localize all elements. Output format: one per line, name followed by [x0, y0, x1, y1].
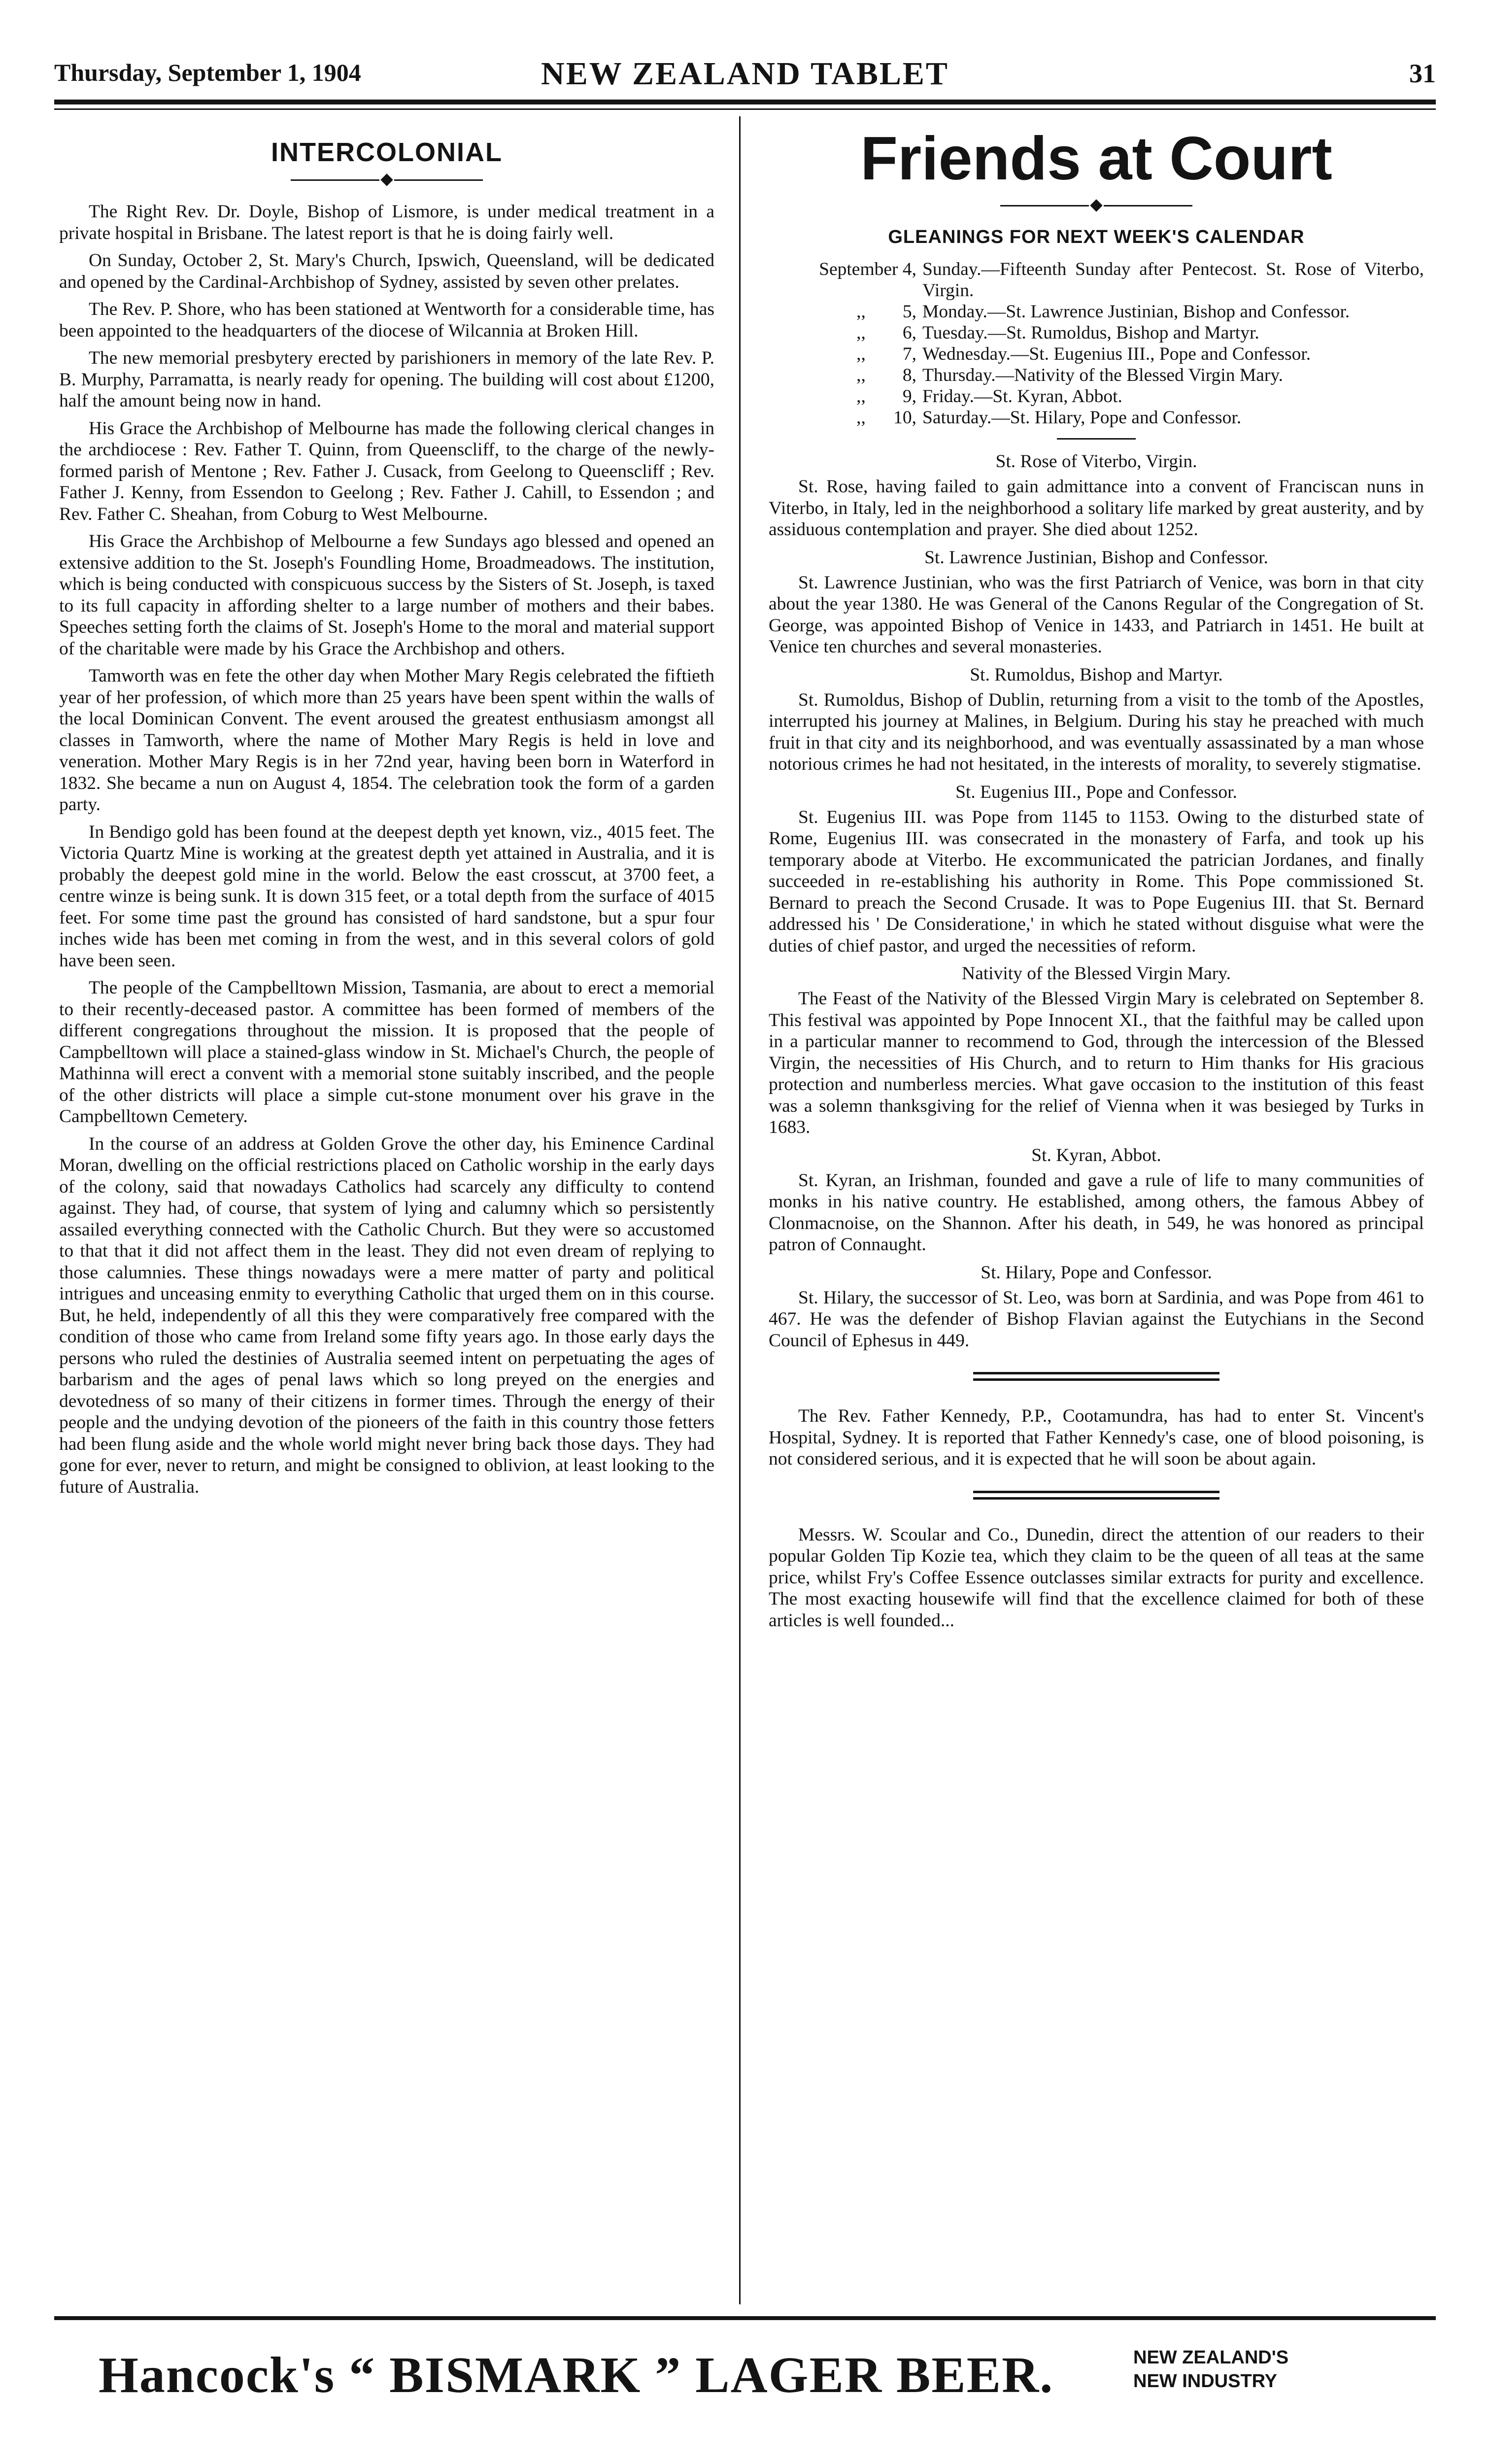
news-paragraph: His Grace the Archbishop of Melbourne a few Sundays ago blessed and opened an extensive addition to the St. Joseph's Foundling Home, Broadmeadows. The institution, which is being conducted with conspicuous success by the Sisters of St. Joseph, is taxed to its full capacity in affording shelter to a large number of mothers and their babes. Speeches setting forth the claims of St. Joseph's Home to the moral and material support of the charitable were made by his Grace the Archbishop and others.	[59, 531, 714, 659]
saint-paragraph: St. Kyran, an Irishman, founded and gave a rule of life to many communities of monks in his native country. He established, among others, the famous Abbey of Clonmacnoise, on the Shannon. After his death, in 549, he was honored as principal patron of Connaught.	[769, 1170, 1424, 1255]
saint-paragraph: St. Rose, having failed to gain admittance into a convent of Franciscan nuns in Viterbo, in Italy, led in the neighborhood a solitary life marked by great austerity, and by assiduous contemplation and prayer. She died about 1252.	[769, 477, 1424, 540]
calendar-entry	[769, 343, 1424, 365]
saint-paragraph: St. Eugenius III. was Pope from 1145 to 1153. Owing to the disturbed state of Rome, Eugenius III. was consecrated in the monastery of Farfa, and took up his temporary abode at Viterbo. He excommunicated the patrician Jordanes, and finally succeeded in re-establishing his authority in Rome. This Pope commissioned St. Bernard to preach the Second Crusade. It was to Pope Eugenius III. that St. Bernard addressed his ' De Consideratione,' in which he stated without disguise what were the duties of chief pastor, and urged the necessities of reform.	[769, 807, 1424, 956]
calendar-entry	[769, 365, 1424, 386]
news-paragraph: Tamworth was en fete the other day when Mother Mary Regis celebrated the fiftieth year of her profession, of which more than 25 years have been spent within the walls of the local Dominican Convent. The event aroused the greatest enthusiasm amongst all classes in Tamworth, where the name of Mother Mary Regis is held in love and veneration. Mother Mary Regis is in her 72nd year, having been born in Waterford in 1832. She became a nun on August 4, 1854. The celebration took the form of a garden party.	[59, 666, 714, 815]
calendar-entry	[769, 322, 1424, 343]
header-rule-thin	[54, 108, 1436, 110]
calendar-text: Friday.—St. Kyran, Abbot.	[922, 386, 1122, 407]
double-rule	[973, 1491, 1219, 1500]
section-rule	[1057, 438, 1136, 440]
friends-at-court-heading: Friends at Court	[860, 125, 1332, 193]
column-divider	[739, 116, 741, 2304]
calendar-date: ,, 6,	[856, 323, 916, 343]
header-rule-thick	[54, 100, 1436, 104]
saint-paragraph: St. Hilary, the successor of St. Leo, was born at Sardinia, and was Pope from 461 to 467. He was the defender of Bishop Flavian against the Eutychians in the Second Council of Ephesus in 449.	[769, 1287, 1424, 1351]
calendar-text: Thursday.—Nativity of the Blessed Virgin Mary.	[922, 365, 1284, 385]
saint-heading: St. Hilary, Pope and Confessor.	[981, 1262, 1212, 1283]
issue-date: Thursday, September 1, 1904	[54, 59, 361, 86]
calendar-entry	[769, 259, 1424, 301]
calendar-entry	[769, 386, 1424, 407]
footer-side-text	[1133, 2346, 1288, 2393]
saint-heading: Nativity of the Blessed Virgin Mary.	[962, 963, 1231, 984]
double-rule	[973, 1372, 1219, 1381]
footer-rule	[54, 2316, 1436, 2320]
saint-heading: St. Lawrence Justinian, Bishop and Confessor.	[924, 547, 1268, 568]
calendar-text: Wednesday.—St. Eugenius III., Pope and Confessor.	[922, 344, 1311, 364]
calendar-date: ,, 8,	[856, 365, 916, 385]
saint-heading: St. Kyran, Abbot.	[1031, 1145, 1161, 1165]
intercolonial-heading: INTERCOLONIAL	[271, 137, 503, 167]
saint-paragraph: St. Rumoldus, Bishop of Dublin, returning from a visit to the tomb of the Apostles, interrupted his journey at Malines, in Belgium. During his stay he preached with much fruit in that city and its neighborhood, and was eventually assassinated by a man whose notorious crimes he had not hesitated, in the interests of morality, to severely stigmatise.	[769, 689, 1424, 774]
friends-at-court-column	[769, 116, 1424, 2304]
intercolonial-column	[59, 116, 714, 2304]
footer-advertisement: Hancock's “ BISMARK ” LAGER BEER.	[99, 2347, 1054, 2403]
heading-ornament	[59, 175, 714, 184]
saint-paragraph: St. Lawrence Justinian, who was the first Patriarch of Venice, was born in that city about the year 1380. He was General of the Canons Regular of the Congregation of St. George, was appointed Bishop of Venice in 1433, and Patriarch in 1451. He built at Venice ten churches and several monasteries.	[769, 572, 1424, 657]
calendar-text: Tuesday.—St. Rumoldus, Bishop and Martyr.	[922, 323, 1259, 343]
news-paragraph: His Grace the Archbishop of Melbourne has made the following clerical changes in the archdiocese : Rev. Father T. Quinn, from Queenscliff, to the charge of the newly-formed parish of Mentone ; Rev. Father J. Cusack, from Geelong to Queenscliff ; Rev. Father J. Kenny, from Essendon to Geelong ; Rev. Father J. Cahill, to Essendon ; and Rev. Father C. Sheahan, from Coburg to West Melbourne.	[59, 418, 714, 524]
calendar-date: ,, 9,	[856, 386, 916, 407]
news-paragraph: In Bendigo gold has been found at the deepest depth yet known, viz., 4015 feet. The Victoria Quartz Mine is working at the greatest depth yet attained in Australia, and it is probably the deepest gold mine in the world. Below the east crosscut, at 3700 feet, a centre winze is being sunk. It is down 315 feet, or a total depth from the surface of 4015 feet. For some time past the ground has consisted of hard sandstone, but a spur four inches wide has been met coming in from the west, and in this several colors of gold have been seen.	[59, 821, 714, 971]
calendar-subheading: GLEANINGS FOR NEXT WEEK'S CALENDAR	[888, 227, 1305, 247]
calendar-date: ,, 10,	[856, 408, 916, 428]
footer-side-line: NEW INDUSTRY	[1133, 2371, 1278, 2392]
news-paragraph: The Right Rev. Dr. Doyle, Bishop of Lismore, is under medical treatment in a private hospital in Brisbane. The latest report is that he is doing fairly well.	[59, 202, 714, 243]
saint-paragraph: The Feast of the Nativity of the Blessed Virgin Mary is celebrated on September 8. This festival was appointed by Pope Innocent XI., that the faithful may be called upon in a particular manner to recommend to God, through the intercession of the Blessed Virgin, the necessities of His Church, and to return to Him thanks for His gracious protection and numberless mercies. What gave occasion to the institution of this feast was a solemn thanksgiving for the relief of Vienna when it was besieged by Turks in 1683.	[769, 989, 1424, 1137]
saint-heading: St. Rumoldus, Bishop and Martyr.	[970, 664, 1223, 685]
notice-paragraph: The Rev. Father Kennedy, P.P., Cootamundra, has had to enter St. Vincent's Hospital, Sydney. It is reported that Father Kennedy's case, one of blood poisoning, is not considered serious, and it is expected that he will soon be about again.	[769, 1406, 1424, 1469]
news-paragraph: The new memorial presbytery erected by parishioners in memory of the late Rev. P. B. Murphy, Parramatta, is nearly ready for opening. The building will cost about £1200, half the amount being now in hand.	[59, 348, 714, 411]
saint-heading: St. Rose of Viterbo, Virgin.	[995, 451, 1197, 472]
calendar-entry	[769, 407, 1424, 428]
calendar-text: Sunday.—Fifteenth Sunday after Pentecost. St. Rose of Viterbo, Virgin.	[922, 259, 1424, 301]
calendar-list	[769, 259, 1424, 428]
calendar-entry	[769, 301, 1424, 322]
calendar-text: Saturday.—St. Hilary, Pope and Confessor.	[922, 408, 1242, 428]
heading-ornament	[769, 201, 1424, 210]
page-number: 31	[1409, 59, 1436, 88]
notice-paragraph: Messrs. W. Scoular and Co., Dunedin, direct the attention of our readers to their popular Golden Tip Kozie tea, which they claim to be the queen of all teas at the same price, whilst Fry's Coffee Essence outclasses similar extracts for purity and excellence. The most exacting housewife will find that the excellence claimed for both of these articles is well founded...	[769, 1524, 1424, 1631]
calendar-date: ,, 7,	[856, 344, 916, 364]
calendar-text: Monday.—St. Lawrence Justinian, Bishop and Confessor.	[922, 302, 1350, 322]
news-paragraph: On Sunday, October 2, St. Mary's Church, Ipswich, Queensland, will be dedicated and opened by the Cardinal-Archbishop of Sydney, assisted by seven other prelates.	[59, 250, 714, 292]
calendar-date: September 4,	[819, 259, 916, 279]
footer-side-line: NEW ZEALAND'S	[1133, 2347, 1289, 2368]
saint-heading: St. Eugenius III., Pope and Confessor.	[955, 782, 1237, 802]
news-paragraph: The people of the Campbelltown Mission, Tasmania, are about to erect a memorial to their recently-deceased pastor. A committee has been formed of members of the different congregations throughout the mission. It is proposed that the people of Campbelltown will place a stained-glass window in St. Michael's Church, the people of Mathinna will erect a convent with a memorial stone suitably inscribed, and the people of the other districts will place a simple cut-stone monument over his grave in the Campbelltown Cemetery.	[59, 978, 714, 1127]
calendar-date: ,, 5,	[856, 302, 916, 322]
news-paragraph: The Rev. P. Shore, who has been stationed at Wentworth for a considerable time, has been appointed to the headquarters of the diocese of Wilcannia at Broken Hill.	[59, 299, 714, 341]
masthead-title: NEW ZEALAND TABLET	[541, 56, 949, 92]
news-paragraph: In the course of an address at Golden Grove the other day, his Eminence Cardinal Moran, dwelling on the official restrictions placed on Catholic worship in the early days of the colony, said that nowadays Catholics had scarcely any difficulty to contend against. They had, of course, that system of lying and calumny which so persistently assailed everything connected with the Catholic Church. But they were so accustomed to that that it did not affect them in the least. They did not even dream of replying to those calumnies. These things nowadays were a mere matter of party and political intrigues and unceasing enmity to everything Catholic that urged them on in this course. But, he held, independently of all this they were comparatively free compared with the condition of those who came from Ireland some fifty years ago. In those early days the persons who ruled the destinies of Australia seemed intent on perpetuating the ages of barbarism and the ages of penal laws which so long preyed on the energies and devotedness of so many of their citizens in former times. Through the energy of their people and the undying devotion of the pioneers of the faith in this country those fetters had been flung aside and the whole world might never bring back those days. They had gone for ever, never to return, and might be consigned to oblivion, at least looking to the future of Australia.	[59, 1133, 714, 1497]
